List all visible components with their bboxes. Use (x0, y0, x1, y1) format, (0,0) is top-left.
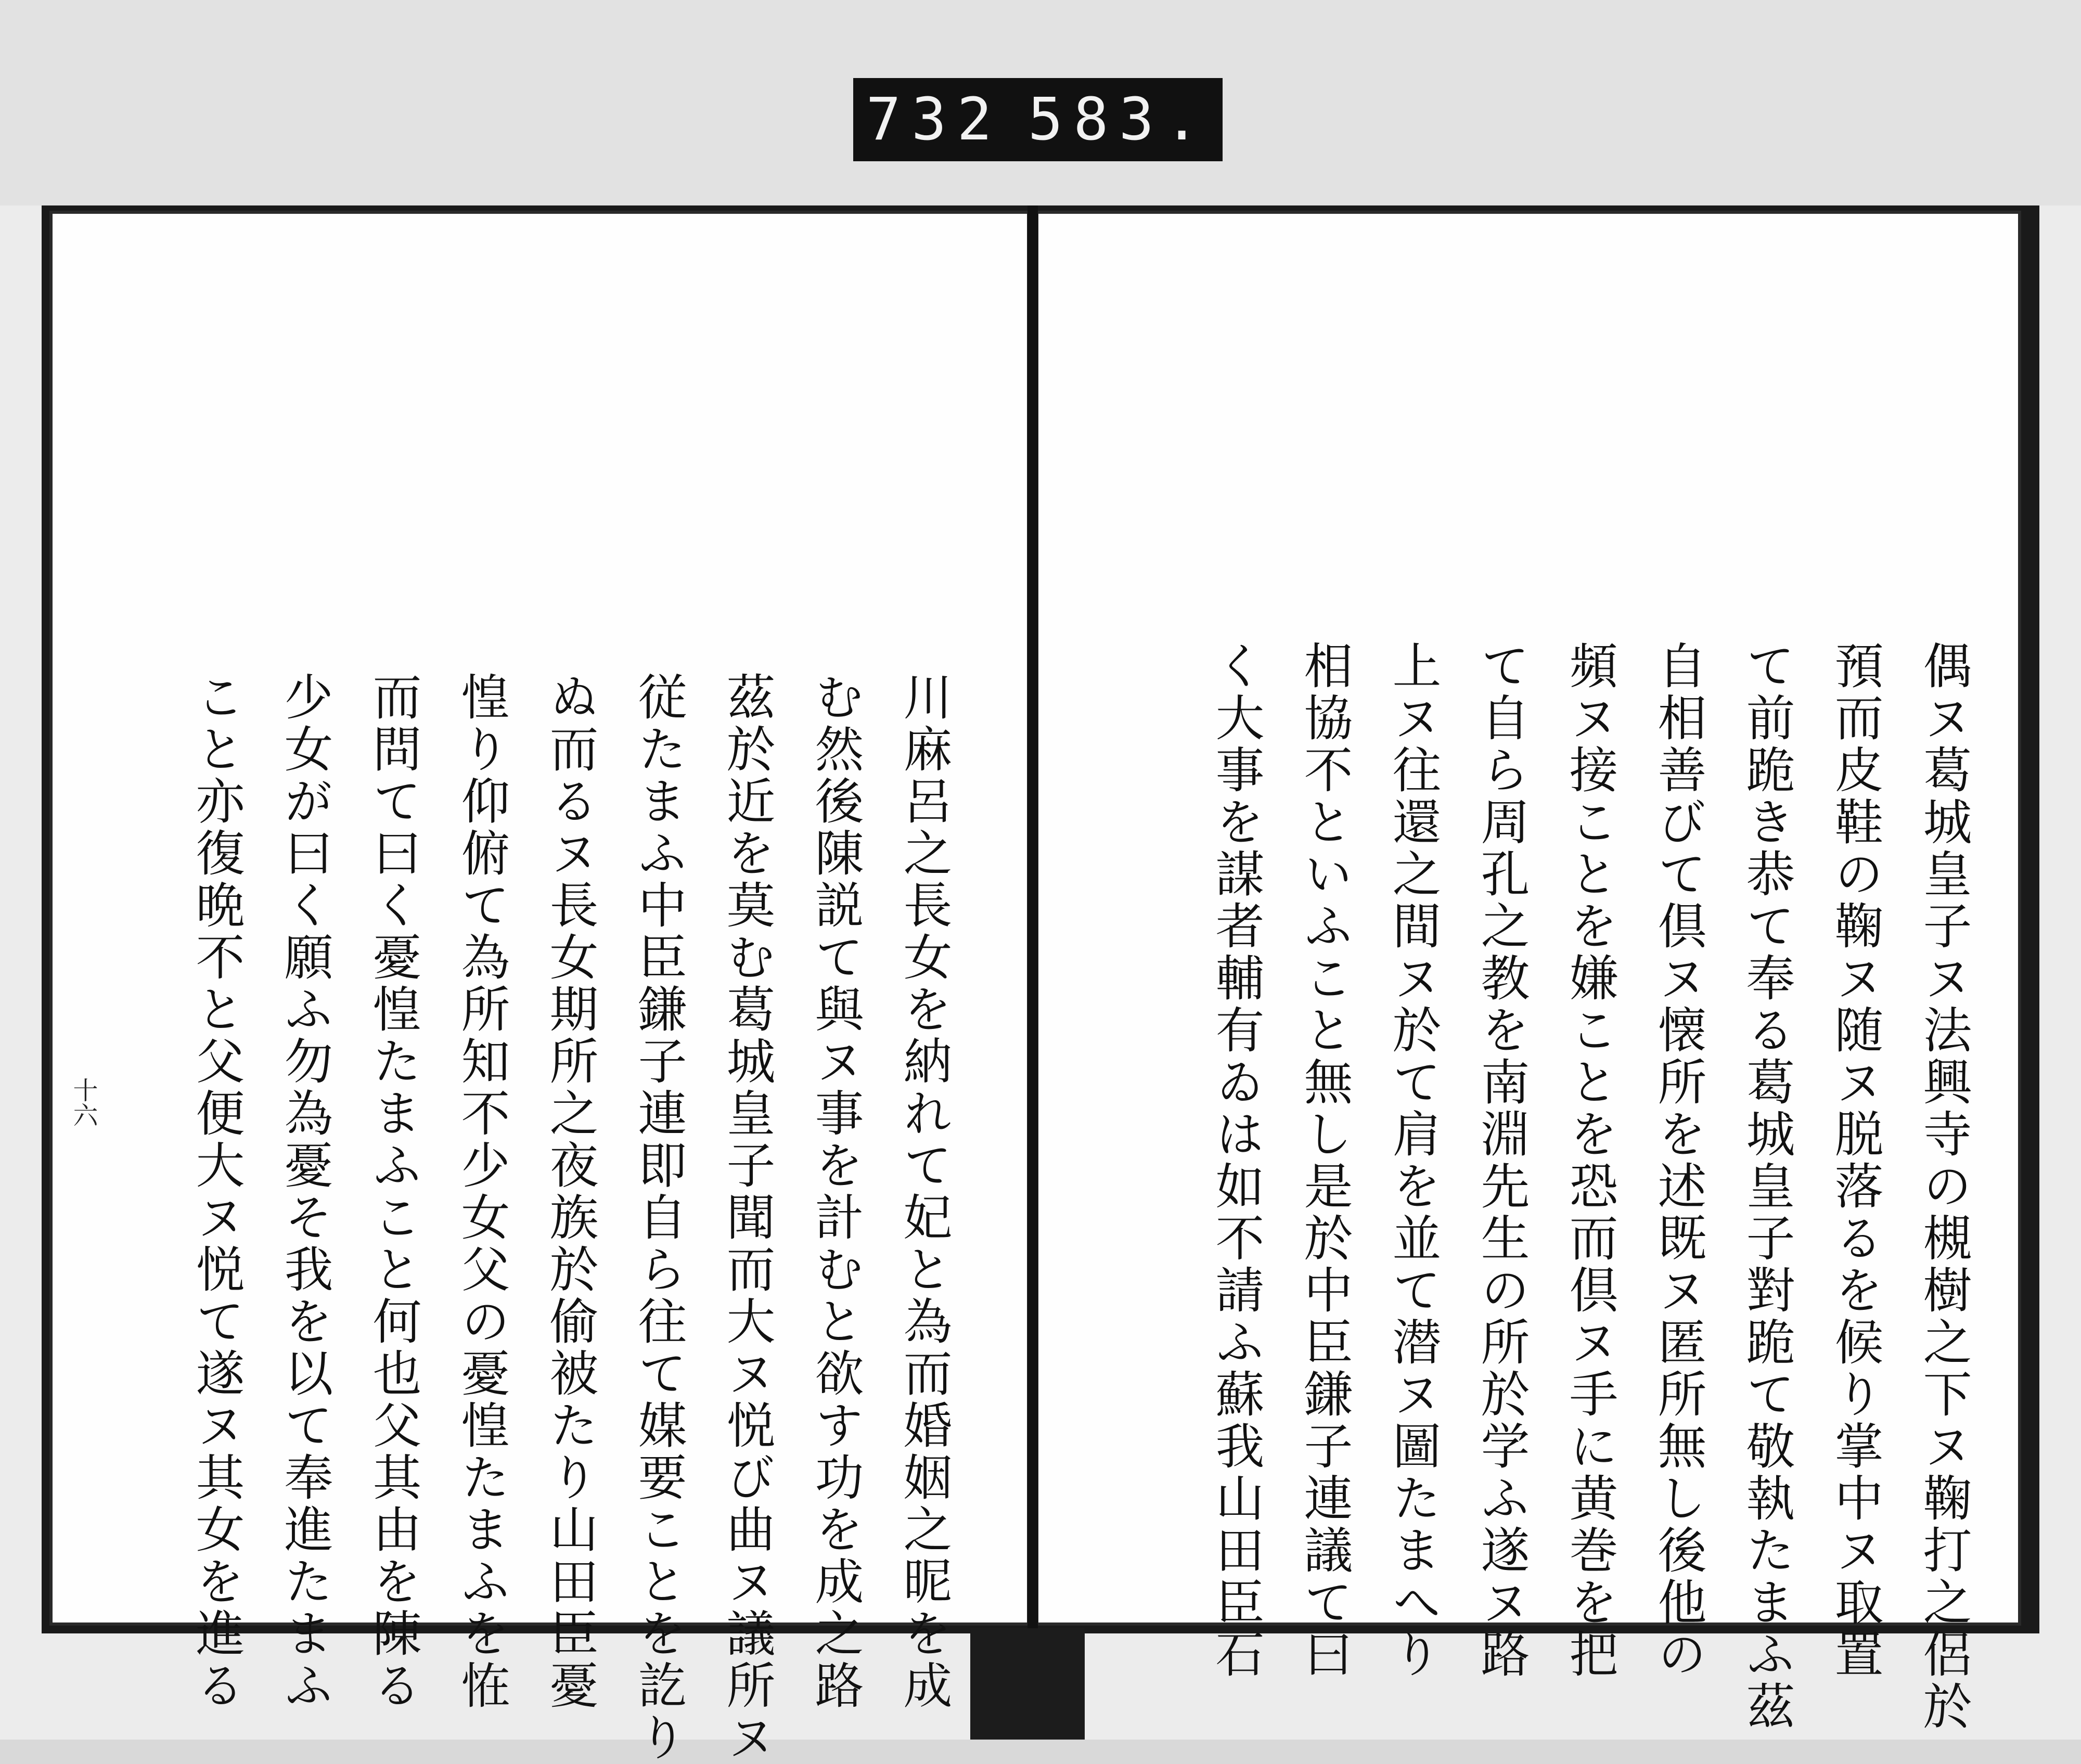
text-column: 而問て曰く憂惶たまふこと何也父其由を陳る (364, 672, 421, 1712)
catalog-label-left: 732 (866, 86, 1003, 153)
text-column: 頻ヌ接ことを嫌ことを恐而倶ヌ手に黄巻を把 (1561, 640, 1617, 1681)
left-page-text (53, 214, 1033, 1764)
text-column: て自ら周孔之教を南淵先生の所於学ふ遂ヌ路 (1472, 640, 1529, 1681)
text-column: 偶ヌ葛城皇子ヌ法興寺の槻樹之下ヌ鞠打之侶於 (1915, 640, 1971, 1733)
catalog-label (853, 78, 1223, 161)
left-page (49, 211, 1030, 1764)
text-column: 上ヌ往還之間ヌ於て肩を並て潜ヌ圖たまへり (1384, 640, 1441, 1681)
text-column: 自相善びて倶ヌ懐所を述既ヌ匿所無し後他の (1649, 640, 1706, 1681)
text-column: む然後陳説て與ヌ事を計むと欲す功を成之路 (806, 672, 863, 1712)
text-column: 川麻呂之長女を納れて妃と為而婚姻之昵を成 (895, 672, 952, 1712)
text-column: 茲於近を莫む葛城皇子聞而大ヌ悦び曲ヌ議所ヌ (718, 672, 775, 1764)
text-column: 預而皮鞋の鞠ヌ随ヌ脱落るを候り掌中ヌ取置 (1826, 640, 1883, 1681)
text-column: 従たまふ中臣鎌子連即自ら往て媒要ことを訖り (630, 672, 686, 1764)
page-number: 十六 (69, 1077, 98, 1127)
text-column: 惶り仰俯て為所知不少女父の憂惶たまふを恠 (453, 672, 509, 1712)
text-column: こと亦復晩不と父便大ヌ悦て遂ヌ其女を進る (187, 672, 244, 1712)
text-column: 少女が曰く願ふ勿為憂そ我を以て奉進たまふ (276, 672, 332, 1712)
text-column: て前跪き恭て奉る葛城皇子對跪て敬執たまふ茲 (1738, 640, 1794, 1733)
text-column: 相協不といふこと無し是於中臣鎌子連議て曰 (1295, 640, 1352, 1681)
text-column: ぬ而るヌ長女期所之夜族於偷被たり山田臣憂 (541, 672, 598, 1712)
catalog-label-right: 583. (1027, 86, 1210, 153)
binding-clip (970, 1628, 1085, 1740)
right-page-text (1038, 214, 2024, 1733)
book-spine (1027, 205, 1038, 1636)
text-column: く大事を謀者輔有ゐは如不請ふ蘇我山田臣石 (1207, 640, 1264, 1681)
right-page (1035, 211, 2021, 1733)
